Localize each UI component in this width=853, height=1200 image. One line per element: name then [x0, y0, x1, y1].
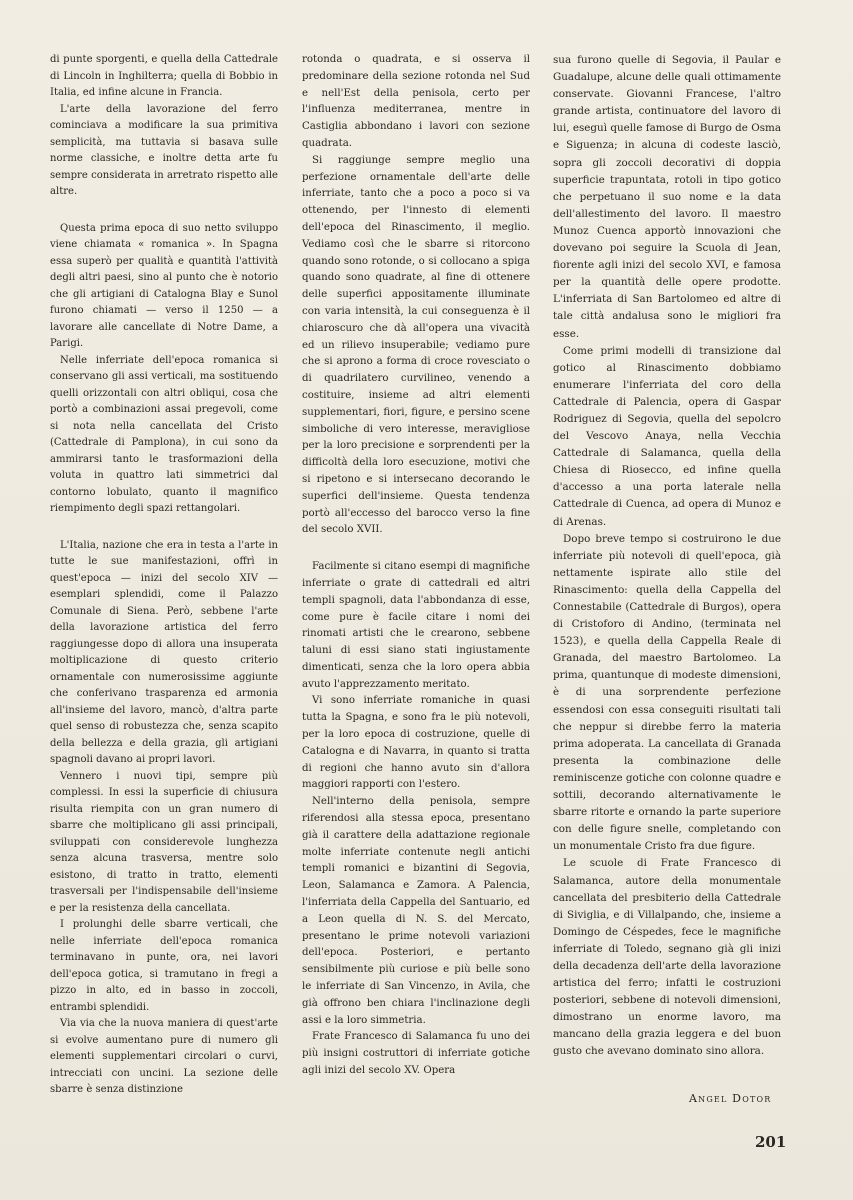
text-column-2: [302, 52, 530, 1080]
paragraph: Via via che la nuova maniera di quest'arte si evolve aumentano pure di numero gli elementi supplementari circolari o curvi, intrecciati con uncini. La sezione delle sbarre è senza distinzione: [50, 1018, 278, 1095]
paragraph: Come primi modelli di transizione dal gotico al Rinascimento dobbiamo enumerare l'inferriata del coro della Cattedrale di Palencia, opera di Gaspar Rodriguez di Segovia, quella del sepolcro del Vescovo Anaya, nella Vecchia Cattedrale di Salamanca, quella della Chiesa di Riosecco, ed infine quella d'accesso a una porta laterale nella Cattedrale di Cuenca, ad opera di Munoz e di Arenas.: [553, 344, 781, 528]
paragraph: Si raggiunge sempre meglio una perfezione ornamentale dell'arte delle inferriate, tanto che a poco a poco si va ottenendo, per l'innesto di elementi dell'epoca del Rinascimento, il meglio. Vediamo così che le sbarre si ritorcono quando sono rotonde, o si collocano a spiga quando sono quadrate, al fine di ottenere delle superfici appositamente illuminate con varia intensità, la cui conseguenza è il chiaroscuro che dà all'opera una vivacità ed un rilievo insuperabile; vediamo pure che si aprono a forma di croce rovesciato o di quadrilatero curvilineo, venendo a costituire, insieme ad altri elementi supplementari, fiori, figure, e persino scene simboliche di vero interesse, meravigliose per la loro precisione e sorprendenti per la difficoltà della loro esecuzione, motivi che si ripetono e si intersecano decorando le superfici dell'insieme. Questa tendenza portò all'eccesso del barocco verso la fine del secolo XVII.: [302, 154, 530, 536]
page-number: 201: [755, 1133, 787, 1151]
paragraph: sua furono quelle di Segovia, il Paular e Guadalupe, alcune delle quali ottimamente conservate. Giovanni Francese, l'altro grande artista, continuatore del lavoro di lui, eseguì quelle famose di Burgo de Osma e Siguenza; in alcuna di codeste lasciò, sopra gli zoccoli decorativi di doppia superficie trapuntata, rotoli in tipo gotico che perpetuano il suo nome e la data dell'allestimento del lavoro. Il maestro Munoz Cuenca apportò innovazioni che dovevano poi seguire la Scuola di Jean, fiorente agli inizi del secolo XVI, e famosa per la quantità delle opere prodotte. L'inferriata di San Bartolomeo ed altre di tale città andalusa sono le migliori fra esse.: [553, 54, 781, 340]
paragraph: Nell'interno della penisola, sempre riferendosi alla stessa epoca, presentano già il carattere della adattazione regionale molte inferriate contenute negli antichi templi romanici e bizantini di Segovia, Leon, Salamanca e Zamora. A Palencia, l'inferriata della Cappella del Santuario, ed a Leon quella di N. S. del Mercato, presentano le prime notevoli variazioni dell'epoca. Posteriori, e pertanto sensibilmente più curiose e più belle sono le inferriate di San Vincenzo, in Avila, che già offrono ben chiara l'inclinazione degli assi e la loro simmetria.: [302, 796, 530, 1026]
paragraph: Questa prima epoca di suo netto sviluppo viene chiamata « romanica ». In Spagna essa superò per qualità e quantità l'attività degli altri paesi, sino al punto che è notorio che gli artigiani di Catalogna Blay e Sunol furono chiamati — verso il 1250 — a lavorare alle cancellate di Notre Dame, a Parigi.: [50, 222, 278, 349]
paragraph: Frate Francesco di Salamanca fu uno dei più insigni costruttori di inferriate gotiche agli inizi del secolo XV. Opera: [302, 1031, 530, 1077]
text-column-3: [553, 52, 781, 1061]
paragraph: Dopo breve tempo si costruirono le due inferriate più notevoli di quell'epoca, già nettamente ispirate allo stile del Rinascimento: quella della Cappella del Connestabile (Cattedrale di Burgos), opera di Cristoforo di Andino, (terminata nel 1523), e quella della Cappella Reale di Granada, del maestro Bartolomeo. La prima, quantunque di modeste dimensioni, è di una sorprendente perfezione essendosi con essa conseguiti risultati tali che neppur si direbbe ferro la materia prima adoperata. La cancellata di Granada presenta la combinazione delle reminiscenze gotiche con colonne quadre e sottili, decorando alternativamente le sbarre ritorte e ornando la parte superiore con delle figure snelle, completando con un monumentale Cristo fra due figure.: [553, 532, 781, 853]
paragraph: di punte sporgenti, e quella della Cattedrale di Lincoln in Inghilterra; quella di Bobbio in Italia, ed infine alcune in Francia.: [50, 54, 278, 98]
paragraph: Nelle inferriate dell'epoca romanica si conservano gli assi verticali, ma sostituendo quelli orizzontali con altri obliqui, cosa che portò a combinazioni assai pregevoli, come si nota nella cancellata del Cristo (Cattedrale di Pamplona), in cui sono da ammirarsi tanto le trasformazioni della voluta in quattro lati simmetrici dal contorno lobulato, quanto il magnifico riempimento degli spazi rettangolari.: [50, 354, 278, 514]
paragraph: Vennero i nuovi tipi, sempre più complessi. In essi la superficie di chiusura risulta riempita con un gran numero di sbarre che moltiplicano gli assi principali, sviluppati con considerevole lunghezza senza alcuna trasversa, mentre solo esistono, di tratto in tratto, elementi trasversali per l'indispensabile dell'insieme e per la resistenza della cancellata.: [50, 770, 278, 914]
paragraph: L'Italia, nazione che era in testa a l'arte in tutte le sue manifestazioni, offrì in quest'epoca — inizi del secolo XIV — esemplari splendidi, come il Palazzo Comunale di Siena. Però, sebbene l'arte della lavorazione artistica del ferro raggiungesse dopo di allora una insuperata moltiplicazione di questo criterio ornamentale con numerosissime aggiunte che conferivano trasparenza ed armonia all'insieme del lavoro, mancò, d'altra parte quel senso di robustezza che, senza scapito della bellezza e della grazia, gli artigiani spagnoli davano ai propri lavori.: [50, 539, 278, 765]
paragraph: I prolunghi delle sbarre verticali, che nelle inferriate dell'epoca romanica terminavano in punte, ora, nei lavori dell'epoca gotica, si tramutano in fregi a pizzo in alto, ed in basso in zoccoli, entrambi splendidi.: [50, 919, 278, 1013]
paragraph: Vi sono inferriate romaniche in quasi tutta la Spagna, e sono fra le più notevoli, per la loro epoca di costruzione, quelle di Catalogna e di Navarra, in quanto si tratta di regioni che hanno avuto sin d'allora maggiori rapporti con l'estero.: [302, 695, 530, 791]
author-signature: Angel Dotor: [689, 1092, 772, 1105]
paragraph: Le scuole di Frate Francesco di Salamanca, autore della monumentale cancellata del presbiterio della Cattedrale di Siviglia, e di Villalpando, che, insieme a Domingo de Céspedes, fece le magnifiche inferriate di Toledo, segnano già gli inizi della decadenza dell'arte della lavorazione artistica del ferro; infatti le costruzioni posteriori, sebbene di notevoli dimensioni, dimostrano un enorme lavoro, ma mancano della grazia leggera e del buon gusto che avevano dominato sino allora.: [553, 857, 781, 1058]
paragraph: Facilmente si citano esempi di magnifiche inferriate o grate di cattedrali ed altri templi spagnoli, data l'abbondanza di esse, come pure è facile citare i nomi dei rinomati artisti che le crearono, sebbene taluni di essi siano stati ingiustamente dimenticati, senza che la loro opera abbia avuto l'apprezzamento meritato.: [302, 561, 530, 690]
paragraph: L'arte della lavorazione del ferro cominciava a modificare la sua primitiva semplicità, ma tuttavia si basava sulle norme classiche, e inoltre detta arte fu sempre considerata in arretrato rispetto alle altre.: [50, 103, 278, 197]
paragraph: rotonda o quadrata, e si osserva il predominare della sezione rotonda nel Sud e nell'Est della penisola, certo per l'influenza mediterranea, mentre in Castiglia abbondano i lavori con sezione quadrata.: [302, 54, 530, 149]
text-column-1: [50, 52, 278, 1099]
